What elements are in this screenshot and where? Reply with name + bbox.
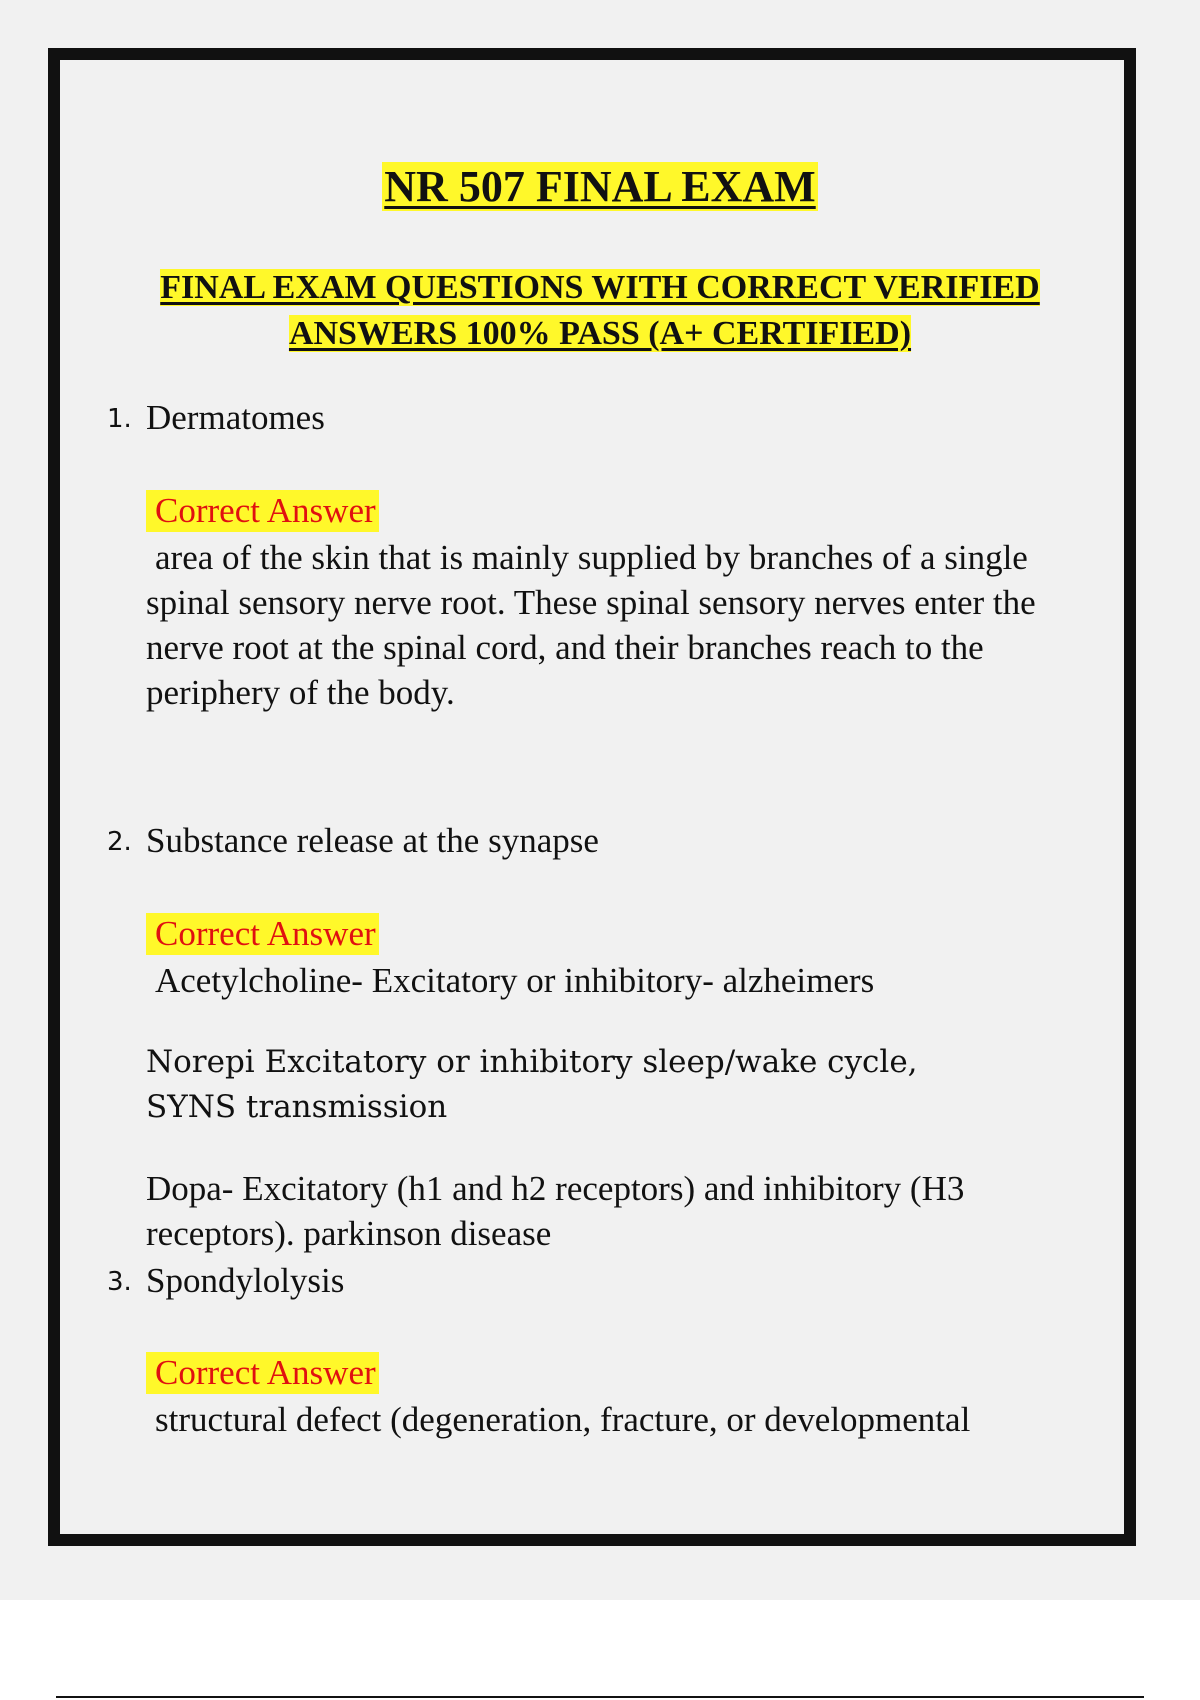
question-3-number: 3.	[107, 1267, 132, 1297]
question-2-answer-label: Correct Answer	[146, 913, 379, 955]
question-3-answer-label: Correct Answer	[146, 1352, 379, 1394]
next-page-margin	[0, 1600, 1200, 1700]
question-1-answer-label: Correct Answer	[146, 490, 379, 532]
document-subtitle	[0, 265, 1200, 357]
question-2-text: Substance release at the synapse	[146, 821, 599, 860]
question-2-number: 2.	[107, 827, 132, 857]
next-page-rule	[56, 1696, 1144, 1698]
question-1-number: 1.	[107, 404, 132, 434]
question-2-answer-acetylcholine: Acetylcholine- Excitatory or inhibitory- alzheimers	[155, 961, 875, 1000]
question-3-answer-text: structural defect (degeneration, fracture, or developmental	[155, 1400, 971, 1439]
question-1-answer-text: area of the skin that is mainly supplied by branches of a single spinal sensory nerve root. These spinal sensory nerves enter the nerve root at the spinal cord, and their branches reach to the periphery of the body.	[146, 538, 1036, 712]
question-2-answer-dopa: Dopa- Excitatory (h1 and h2 receptors) and inhibitory (H3 receptors). parkinson disease	[146, 1169, 965, 1253]
question-1-text: Dermatomes	[146, 398, 325, 437]
question-3-text: Spondylolysis	[146, 1261, 345, 1300]
subtitle-line-2: ANSWERS 100% PASS (A+ CERTIFIED)	[288, 315, 912, 352]
document-title	[0, 162, 1200, 212]
document-title-text: NR 507 FINAL EXAM	[384, 162, 816, 211]
question-2-answer-norepi: Norepi Excitatory or inhibitory sleep/wake cycle, SYNS transmission	[146, 1044, 918, 1125]
subtitle-line-1: FINAL EXAM QUESTIONS WITH CORRECT VERIFIED	[160, 269, 1040, 306]
